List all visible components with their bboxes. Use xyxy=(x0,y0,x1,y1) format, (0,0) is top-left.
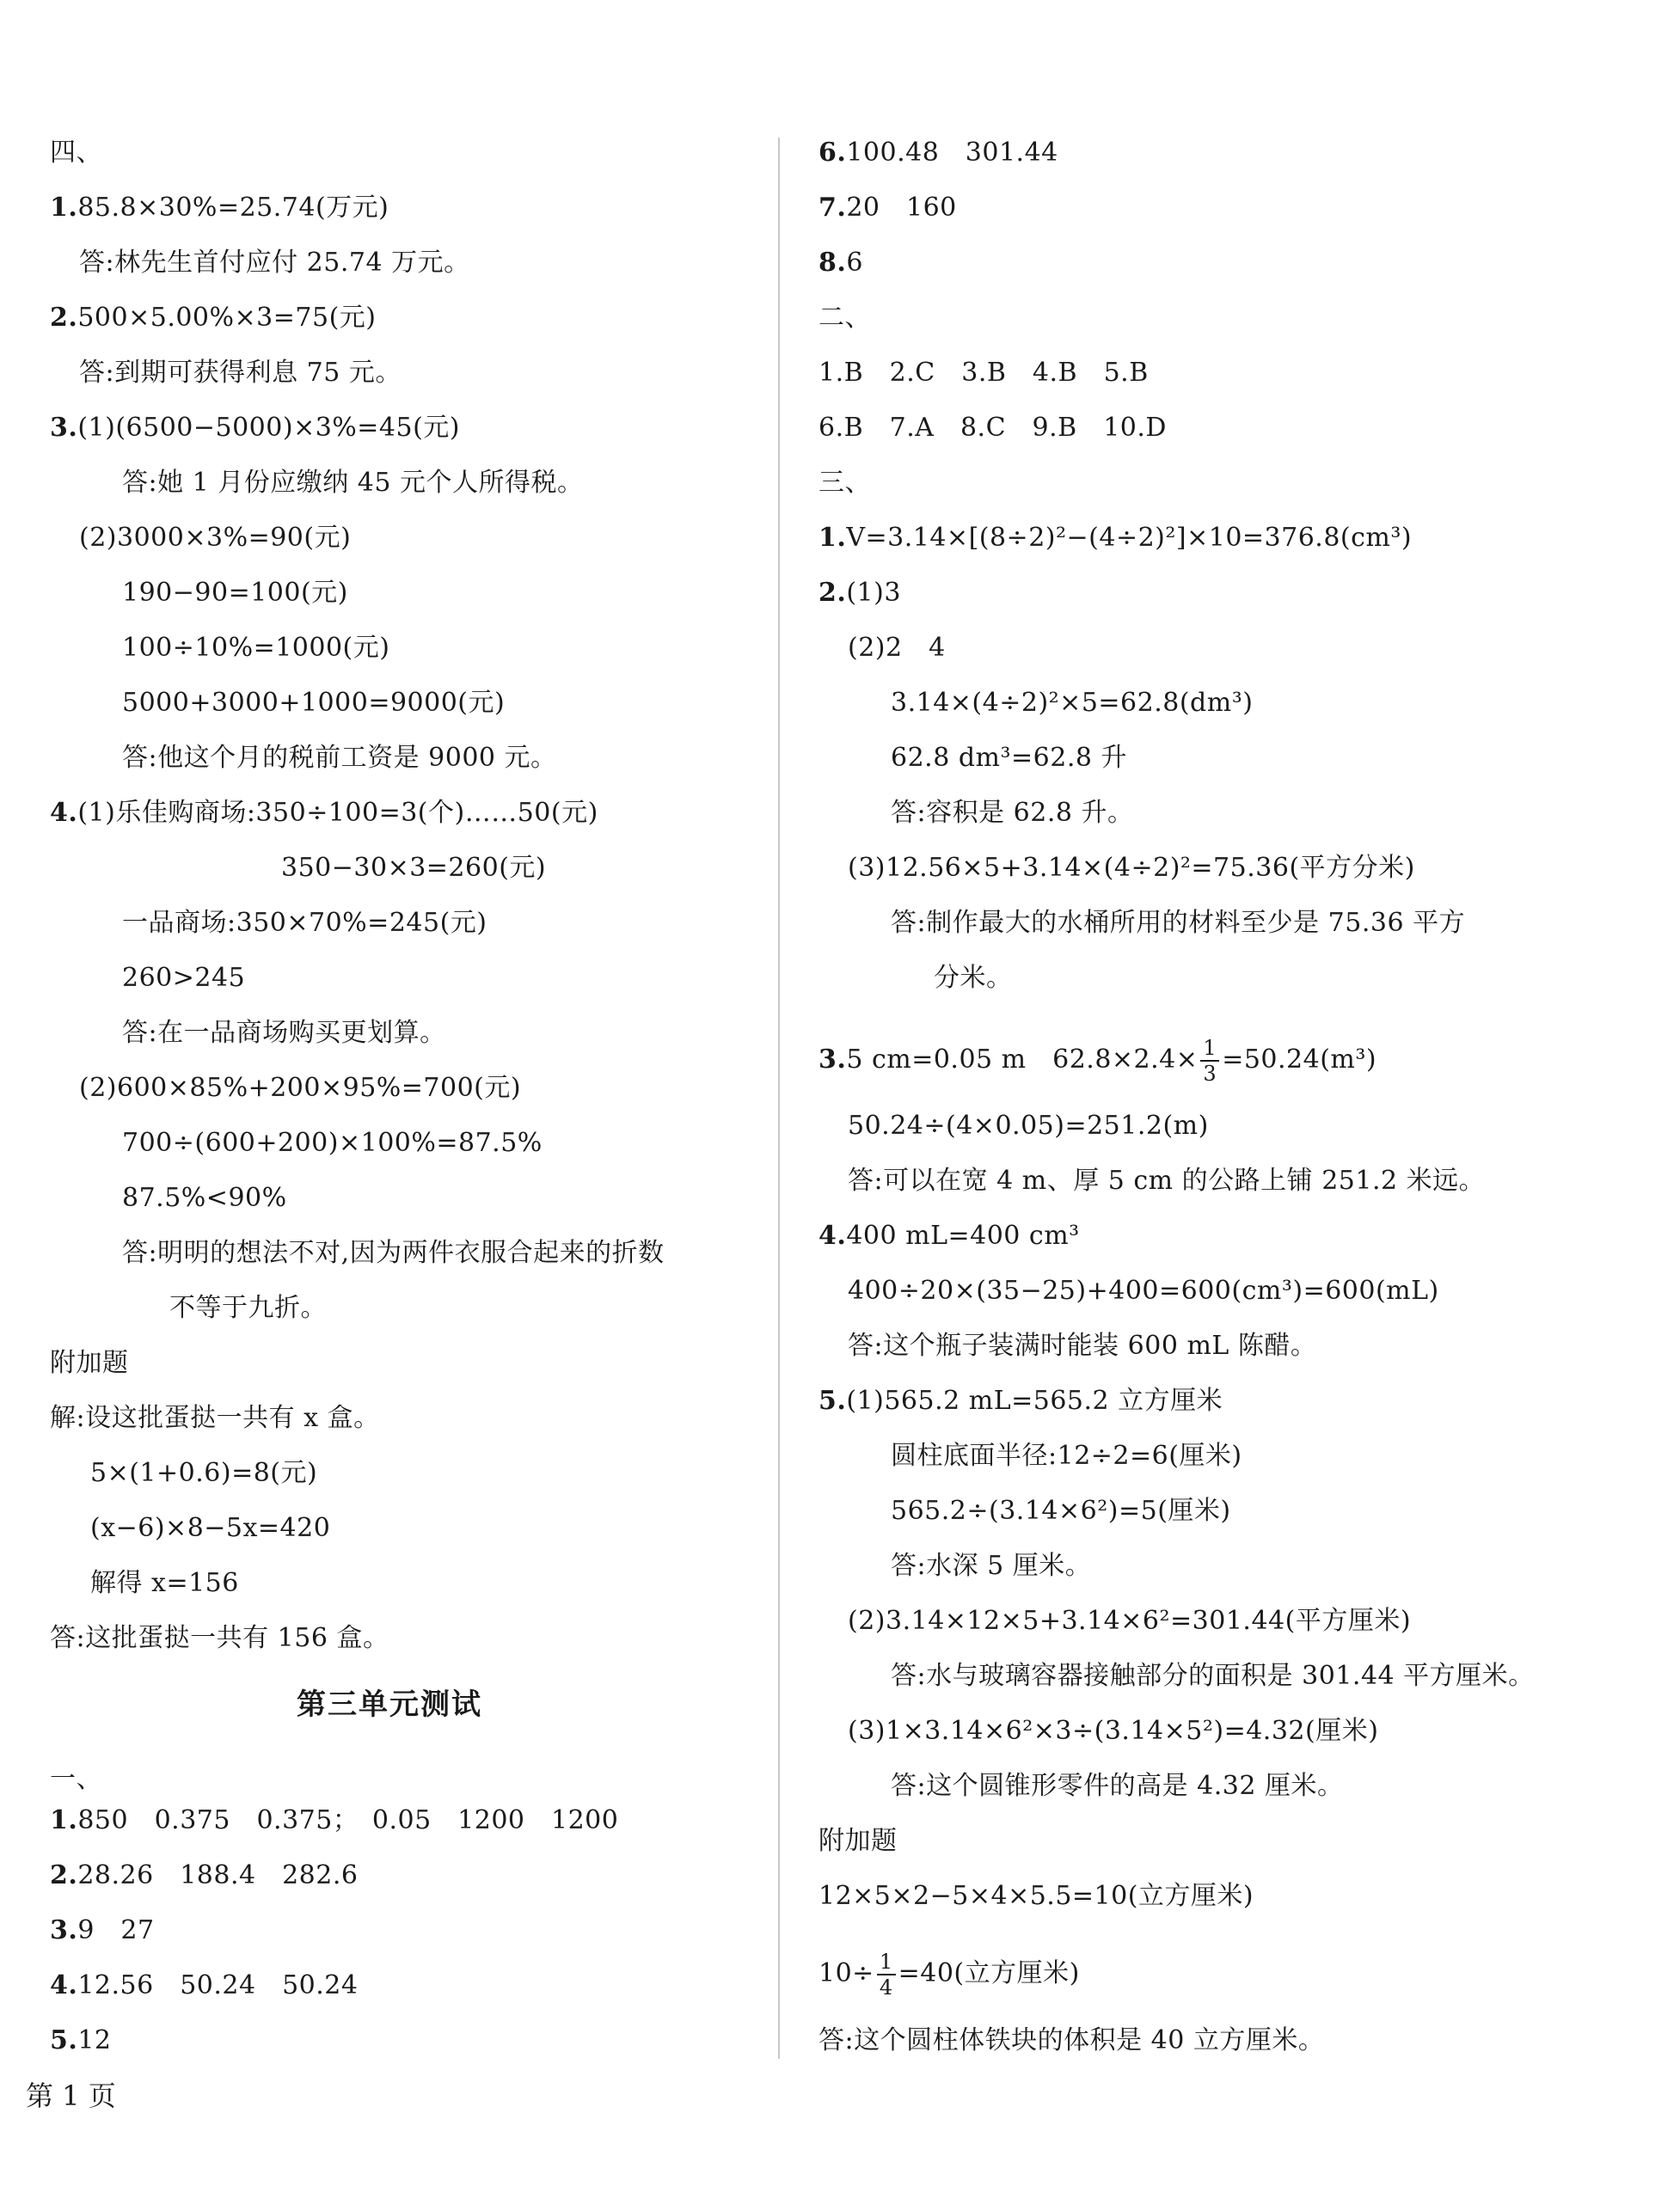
answer-text: 答:在一品商场购买更划算。 xyxy=(122,1018,446,1048)
equation: (2)2 4 xyxy=(848,633,946,663)
answer-values: 12 xyxy=(77,2025,112,2055)
equation: 87.5%<90% xyxy=(122,1183,287,1213)
answer-line xyxy=(50,1859,358,1893)
equation: 5×(1+0.6)=8(元) xyxy=(90,1458,318,1488)
equation: =40(立方厘米) xyxy=(898,1958,1080,1988)
item-number: 5. xyxy=(819,1386,847,1416)
solution-text: 解:设这批蛋挞一共有 x 盒。 xyxy=(50,1403,380,1433)
answer-line xyxy=(50,796,598,830)
equation: (1)3 xyxy=(846,578,901,608)
answer-values: 100.48 301.44 xyxy=(846,138,1058,168)
equation: 12×5×2−5×4×5.5=10(立方厘米) xyxy=(819,1881,1254,1911)
equation: =50.24(m³) xyxy=(1222,1044,1377,1075)
answer-text: 答:明明的想法不对,因为两件衣服合起来的折数 xyxy=(122,1238,665,1268)
item-number: 6. xyxy=(819,138,847,168)
equation: 400 mL=400 cm³ xyxy=(846,1221,1080,1251)
section-heading: 三、 xyxy=(819,468,871,498)
item-number: 2. xyxy=(50,303,78,333)
item-number: 7. xyxy=(819,193,847,223)
equation: 700÷(600+200)×100%=87.5% xyxy=(122,1128,543,1158)
answer-values: 28.26 188.4 282.6 xyxy=(77,1860,359,1890)
equation: (2)600×85%+200×95%=700(元) xyxy=(79,1073,522,1103)
fraction-denominator: 3 xyxy=(1203,1062,1217,1086)
equation: (1)(6500−5000)×3%=45(元) xyxy=(77,413,461,443)
item-number: 5. xyxy=(50,2025,78,2055)
answer-line xyxy=(50,2024,112,2058)
item-number: 1. xyxy=(819,523,847,553)
answer-line xyxy=(819,1219,1080,1253)
answer-line xyxy=(819,1384,1223,1418)
fraction xyxy=(1200,1036,1219,1086)
answer-line xyxy=(819,246,863,280)
equation: 100÷10%=1000(元) xyxy=(122,633,390,663)
answer-text: 答:这个圆锥形零件的高是 4.32 厘米。 xyxy=(891,1771,1344,1801)
answer-text: 答:制作最大的水桶所用的材料至少是 75.36 平方 xyxy=(891,908,1466,938)
answer-values: 20 160 xyxy=(846,193,957,223)
answer-text: 答:容积是 62.8 升。 xyxy=(891,798,1134,828)
equation: (x−6)×8−5x=420 xyxy=(90,1513,331,1543)
item-number: 4. xyxy=(50,798,78,828)
answer-text: 答:到期可获得利息 75 元。 xyxy=(79,358,402,388)
answer-text: 答:林先生首付应付 25.74 万元。 xyxy=(79,248,470,278)
item-number: 2. xyxy=(50,1860,78,1890)
equation: 85.8×30%=25.74(万元) xyxy=(77,193,389,223)
equation: 500×5.00%×3=75(元) xyxy=(77,303,377,333)
equation: 5000+3000+1000=9000(元) xyxy=(122,688,506,718)
extra-heading: 附加题 xyxy=(50,1348,129,1378)
equation: (2)3.14×12×5+3.14×6²=301.44(平方厘米) xyxy=(848,1606,1412,1636)
answer-line xyxy=(50,301,376,335)
answer-values: 9 27 xyxy=(77,1915,155,1945)
section-heading: 四、 xyxy=(50,138,102,168)
item-number: 3. xyxy=(50,1915,78,1945)
item-number: 8. xyxy=(819,248,847,278)
item-number: 2. xyxy=(819,578,847,608)
unit-title: 第三单元测试 xyxy=(297,1687,482,1722)
answer-line xyxy=(819,136,1058,170)
choice-answers: 1.B 2.C 3.B 4.B 5.B xyxy=(819,358,1149,388)
section-heading: 一、 xyxy=(50,1764,102,1794)
equation: 260>245 xyxy=(122,963,246,993)
equation: 解得 x=156 xyxy=(90,1568,239,1598)
answer-text: 不等于九折。 xyxy=(169,1293,327,1323)
equation: 3.14×(4÷2)²×5=62.8(dm³) xyxy=(891,688,1254,718)
equation: 10÷ xyxy=(819,1958,874,1988)
equation: 5 cm=0.05 m 62.8×2.4× xyxy=(846,1044,1199,1075)
equation: 350−30×3=260(元) xyxy=(281,853,547,883)
fraction-numerator: 1 xyxy=(1200,1036,1219,1062)
answer-line xyxy=(50,1914,155,1948)
answer-line xyxy=(50,191,389,225)
equation: (1)乐佳购商场:350÷100=3(个)……50(元) xyxy=(77,798,598,828)
equation: 190−90=100(元) xyxy=(122,578,348,608)
answer-text: 答:这批蛋挞一共有 156 盒。 xyxy=(50,1623,389,1653)
fraction xyxy=(877,1950,896,2000)
answer-line xyxy=(819,1036,1376,1086)
item-number: 4. xyxy=(50,1970,78,2000)
equation: 62.8 dm³=62.8 升 xyxy=(891,743,1127,773)
equation-line xyxy=(819,1950,1080,2000)
equation: 565.2÷(3.14×6²)=5(厘米) xyxy=(891,1496,1231,1526)
answer-text: 答:这个瓶子装满时能装 600 mL 陈醋。 xyxy=(848,1331,1317,1361)
equation: V=3.14×[(8÷2)²−(4÷2)²]×10=376.8(cm³) xyxy=(846,523,1413,553)
answer-text: 答:她 1 月份应缴纳 45 元个人所得税。 xyxy=(122,468,584,498)
answer-line xyxy=(50,411,460,445)
answer-values: 6 xyxy=(846,248,863,278)
answer-text: 答:水与玻璃容器接触部分的面积是 301.44 平方厘米。 xyxy=(891,1661,1535,1691)
equation: (3)12.56×5+3.14×(4÷2)²=75.36(平方分米) xyxy=(848,853,1415,883)
equation: (2)3000×3%=90(元) xyxy=(79,523,352,553)
answer-line xyxy=(819,191,957,225)
section-heading: 二、 xyxy=(819,303,871,333)
equation: (1)565.2 mL=565.2 立方厘米 xyxy=(846,1386,1223,1416)
answer-text: 答:这个圆柱体铁块的体积是 40 立方厘米。 xyxy=(819,2025,1325,2055)
equation: 400÷20×(35−25)+400=600(cm³)=600(mL) xyxy=(848,1276,1439,1306)
item-number: 3. xyxy=(50,413,78,443)
answer-text: 答:可以在宽 4 m、厚 5 cm 的公路上铺 251.2 米远。 xyxy=(848,1166,1486,1196)
equation: 一品商场:350×70%=245(元) xyxy=(122,908,487,938)
answer-values: 12.56 50.24 50.24 xyxy=(77,1970,359,2000)
fraction-numerator: 1 xyxy=(877,1950,896,1975)
page-number: 第 1 页 xyxy=(26,2079,116,2112)
answer-line xyxy=(50,1969,358,2003)
extra-heading: 附加题 xyxy=(819,1826,898,1856)
item-number: 1. xyxy=(50,1805,78,1835)
equation: (3)1×3.14×6²×3÷(3.14×5²)=4.32(厘米) xyxy=(848,1716,1379,1746)
answer-text: 答:他这个月的税前工资是 9000 元。 xyxy=(122,743,557,773)
equation: 圆柱底面半径:12÷2=6(厘米) xyxy=(891,1441,1242,1471)
equation: 50.24÷(4×0.05)=251.2(m) xyxy=(848,1111,1209,1141)
fraction-denominator: 4 xyxy=(879,1975,893,2000)
answer-text: 答:水深 5 厘米。 xyxy=(891,1551,1092,1581)
answer-line xyxy=(50,1804,618,1838)
item-number: 1. xyxy=(50,193,78,223)
answer-values: 850 0.375 0.375； 0.05 1200 1200 xyxy=(77,1805,619,1835)
answer-line xyxy=(819,576,901,610)
choice-answers: 6.B 7.A 8.C 9.B 10.D xyxy=(819,413,1167,443)
column-divider xyxy=(778,138,780,2059)
answer-text: 分米。 xyxy=(934,963,1013,993)
item-number: 3. xyxy=(819,1044,847,1075)
item-number: 4. xyxy=(819,1221,847,1251)
answer-line xyxy=(819,521,1412,555)
